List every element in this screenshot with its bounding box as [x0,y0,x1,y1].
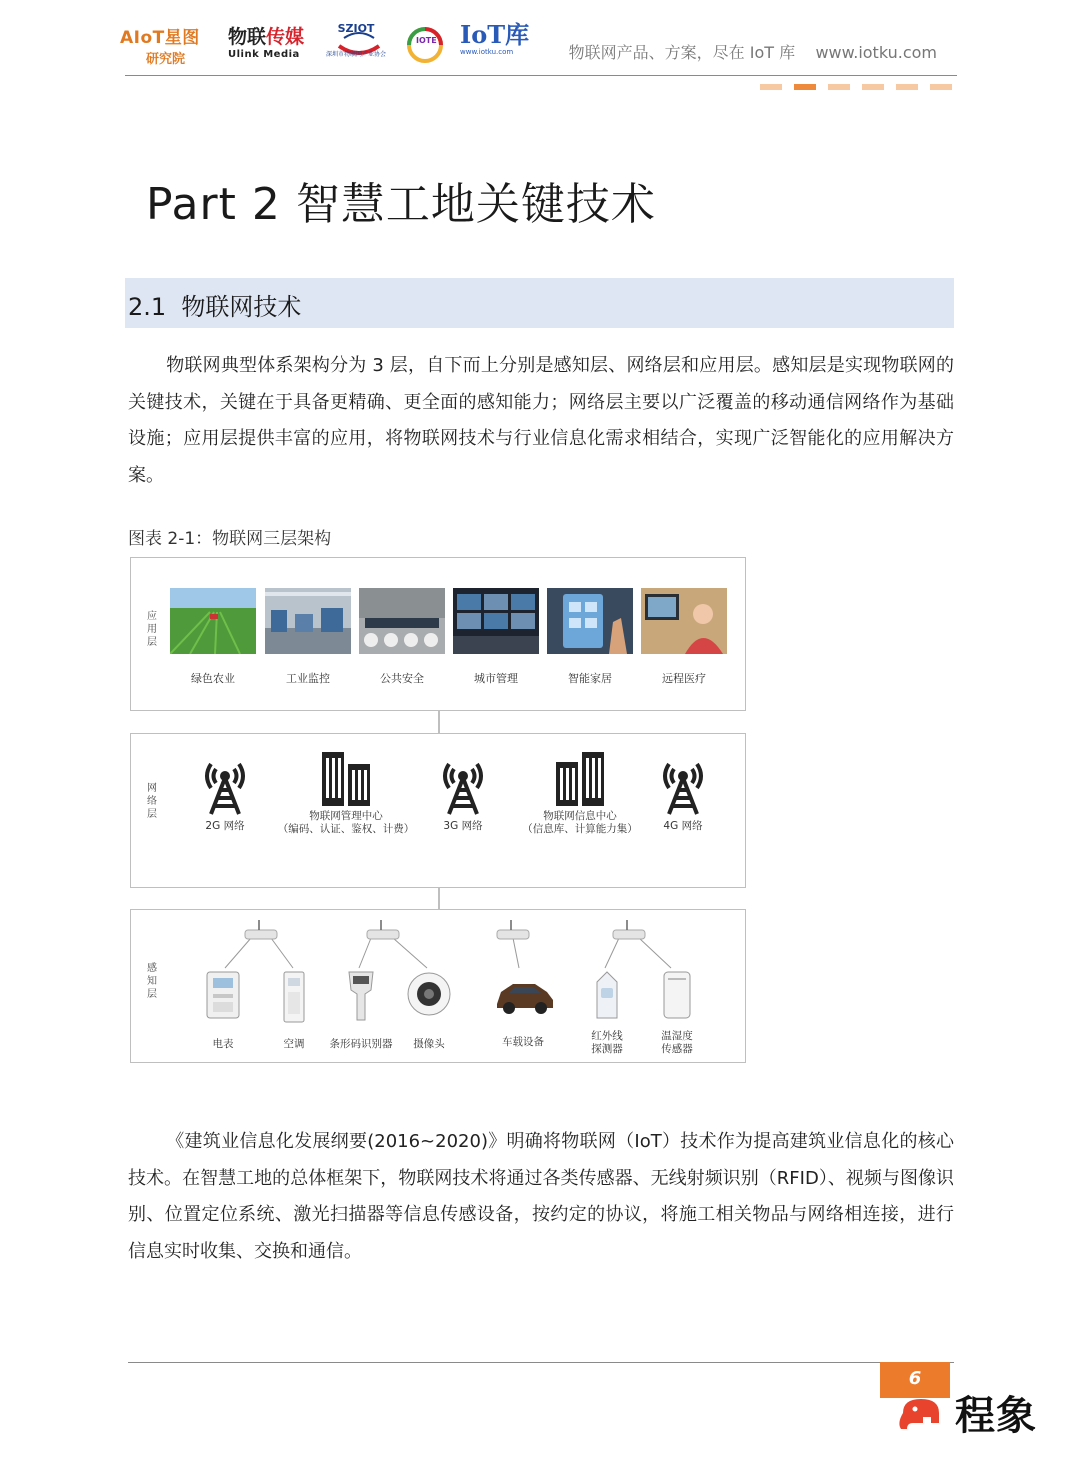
sensor-electric-meter [195,970,251,1051]
sensor-temperature-humidity [649,970,705,1056]
app-label: 智能家居 [568,672,612,685]
smart-panel-image [547,588,633,654]
app-smart-home [547,588,633,686]
sensor-label: 空调 [283,1038,305,1050]
header-dash-decoration [760,84,952,90]
telemedicine-image [641,588,727,654]
application-layer-label: 应用层 [147,611,157,648]
elephant-logo-icon [893,1393,949,1433]
section-title: 2.1 物联网技术 [128,293,302,321]
iote-logo-text: IOTE [416,36,437,45]
network-3g-label: 3G 网络 [443,820,483,832]
app-public-safety [359,588,445,686]
sziot-logo-subtext: 深圳市物联网产业协会 [326,51,387,58]
dash [862,84,884,90]
network-2g [193,754,257,833]
sensing-layer-label: 感知层 [147,963,157,1000]
police-motorcycles-image [359,588,445,654]
header-tagline: 物联网产品、方案，尽在 IoT 库 www.iotku.com [568,43,937,62]
aiot-logo-text: AIoT星图 [120,28,200,48]
aiot-logo-subtext: 研究院 [146,52,186,67]
sensor-label: 车载设备 [502,1036,544,1048]
mgmt-center-sub: （编码、认证、鉴权、计费） [277,823,415,835]
sensor-label-line2: 传感器 [661,1043,693,1055]
sensor-label-line1: 温湿度 [661,1030,693,1042]
iot-architecture-figure [130,557,746,1065]
sensing-layer [130,909,746,1063]
dash [930,84,952,90]
body-paragraph-1 [128,348,954,494]
app-label: 远程医疗 [662,672,706,685]
ulink-logo-text-a: 物联 [228,26,267,48]
signal-tower-icon [655,754,711,816]
factory-floor-image [265,588,351,654]
sensor-label: 电表 [212,1038,234,1050]
body-paragraph-2 [128,1124,954,1270]
sensor-camera [403,970,455,1051]
brand-text: 程象 [955,1393,1037,1439]
sensor-label: 条形码识别器 [329,1038,393,1050]
iotku-logo [460,22,529,68]
app-city-management [453,588,539,686]
header-divider [125,75,957,76]
figure-caption: 图表 2-1：物联网三层架构 [128,529,332,549]
sensor-infrared-detector [579,970,635,1056]
app-remote-medical [641,588,727,686]
app-green-agriculture [170,588,256,686]
network-4g-label: 4G 网络 [663,820,703,832]
iotku-logo-text: IoT库 [460,20,530,49]
temperature-sensor-icon [660,970,694,1020]
air-conditioner-icon [282,970,306,1024]
part-title: Part 2 智慧工地关键技术 [146,179,656,230]
info-center-sub: （信息库、计算能力集） [522,823,638,835]
farm-field-image [170,588,256,654]
network-2g-label: 2G 网络 [205,820,245,832]
dash [794,84,816,90]
layer-connector [438,711,440,733]
building-icon [316,748,376,806]
barcode-scanner-icon [343,968,379,1024]
application-layer [130,557,746,711]
app-label: 绿色农业 [191,672,235,685]
sensor-label-line1: 红外线 [591,1030,623,1042]
info-center-title: 物联网信息中心 [543,810,617,822]
ulink-media-logo [228,22,304,68]
sensor-vehicle-device [493,974,553,1049]
iot-information-center [505,748,655,836]
sensor-label: 摄像头 [413,1038,445,1050]
network-layer [130,733,746,888]
ulink-logo-en: Ulink Media [228,49,300,60]
infrared-detector-icon [592,970,622,1020]
sensor-air-conditioner [269,970,319,1051]
sziot-logo [326,22,386,68]
building-icon [550,748,610,806]
signal-tower-icon [435,754,491,816]
app-label: 公共安全 [380,672,424,685]
dash [760,84,782,90]
paragraph-1-text: 物联网典型体系架构分为 3 层，自下而上分别是感知层、网络层和应用层。感知层是实现物联网的关键技术，关键在于具备更精确、更全面的感知能力；网络层主要以广泛覆盖的移动通信网络作为基础设施；应用层提供丰富的应用，将物联网技术与行业信息化需求相结合，实现广泛智能化的应用解决方案。 [128,355,954,486]
sensor-label-line2: 探测器 [591,1043,623,1055]
iot-management-center [271,748,421,836]
footer-divider [128,1362,954,1363]
app-label: 工业监控 [286,672,330,685]
signal-tower-icon [197,754,253,816]
mgmt-center-title: 物联网管理中心 [309,810,383,822]
page-number: 6 [908,1368,922,1389]
app-label: 城市管理 [474,672,518,685]
layer-connector [438,888,440,909]
app-industrial-monitoring [265,588,351,686]
car-icon [493,974,555,1018]
control-room-image [453,588,539,654]
dash [828,84,850,90]
sziot-logo-text: SZIOT [337,22,375,35]
watermark-brand [893,1384,1037,1441]
network-3g [431,754,495,833]
network-4g [651,754,715,833]
sensor-barcode-reader [323,968,399,1051]
iote-ring-icon [406,26,444,64]
iotku-logo-url: www.iotku.com [460,48,514,56]
dash [896,84,918,90]
aiot-logo [120,22,200,68]
electric-meter-icon [203,970,243,1020]
iote-logo [406,22,444,68]
paragraph-2-text: 《建筑业信息化发展纲要(2016~2020)》明确将物联网（IoT）技术作为提高建筑业信息化的核心技术。在智慧工地的总体框架下，物联网技术将通过各类传感器、无线射频识别（RFID）、视频与图像识别、位置定位系统、激光扫描器等信息传感设备，按约定的协议，将施工相关物品与网络相连接，进行信息实时收集、交换和通信。 [128,1131,954,1262]
ulink-logo-text-b: 传媒 [266,26,305,48]
network-layer-label: 网络层 [147,783,157,820]
dome-camera-icon [406,970,452,1020]
